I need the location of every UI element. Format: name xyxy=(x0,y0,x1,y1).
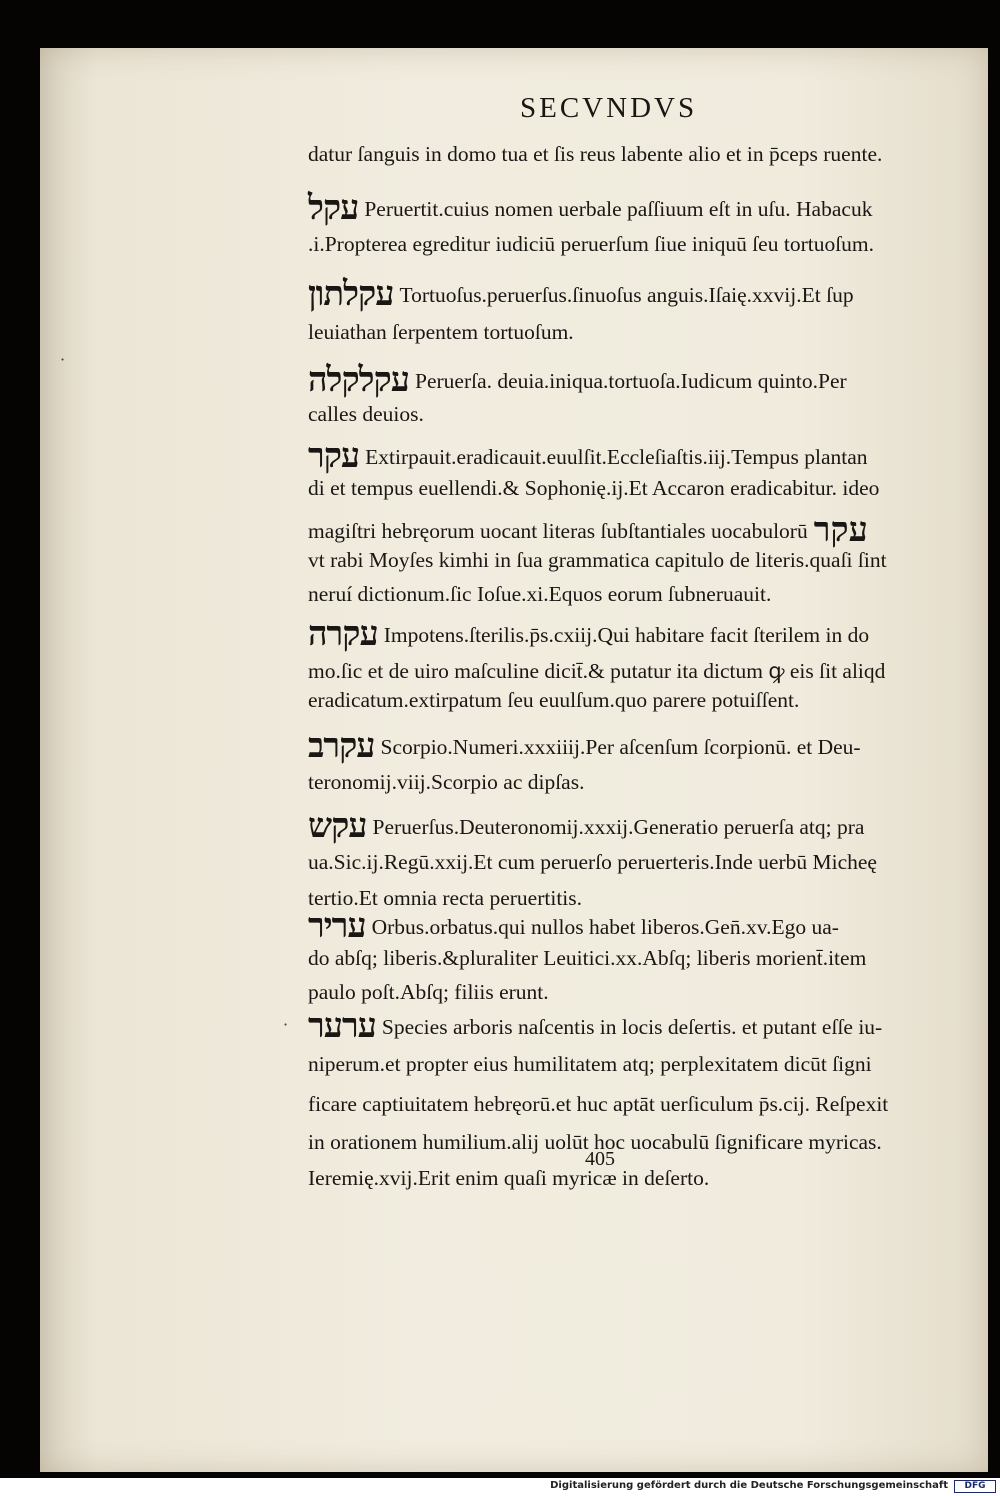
hebrew-headword: עקרה xyxy=(308,614,378,654)
latin-text: eradicatum.extirpatum ſeu euulſum.quo parere potuiſſent. xyxy=(308,688,800,712)
text-line xyxy=(308,510,868,550)
hebrew-inline-word: עקר xyxy=(813,510,868,550)
latin-text: Species arboris naſcentis in locis deſertis. et putant eſſe iu- xyxy=(381,1015,883,1039)
text-line xyxy=(308,476,879,501)
text-line xyxy=(308,980,549,1005)
text-line xyxy=(308,188,872,228)
text-line xyxy=(308,806,864,846)
latin-text: Peruertit.cuius nomen uerbale paſſiuum eſt in uſu. Habacuk xyxy=(364,197,873,221)
latin-text: .i.Propterea egreditur iudiciū peruerſum ſiue iniquū ſeu tortuoſum. xyxy=(308,232,875,256)
text-line xyxy=(308,1006,882,1046)
text-line xyxy=(308,1166,709,1191)
hebrew-headword: עריר xyxy=(308,906,366,946)
folio-number: 405 xyxy=(585,1148,615,1170)
dfg-logo-text: DFG xyxy=(964,1481,986,1491)
latin-text: ua.Sic.ij.Regū.xxij.Et cum peruerſo peruerteris.Inde uerbū Micheę xyxy=(308,850,877,874)
latin-text: leuiathan ſerpentem tortuoſum. xyxy=(308,320,574,344)
hebrew-headword: עקלקלה xyxy=(308,360,409,400)
latin-text: Ieremię.xvij.Erit enim quaſi myricæ in deſerto. xyxy=(308,1166,710,1190)
text-line xyxy=(308,770,584,795)
text-line xyxy=(308,688,799,713)
hebrew-headword: עקלתון xyxy=(308,274,394,314)
latin-text: ficare captiuitatem hebręorū.et huc aptāt uerſiculum p̄s.cij. Reſpexit xyxy=(308,1092,889,1116)
text-line xyxy=(308,906,839,946)
text-line xyxy=(308,402,424,427)
margin-mark: · xyxy=(60,350,66,369)
text-line xyxy=(308,1052,872,1077)
hebrew-headword: עקר xyxy=(308,436,360,476)
text-line xyxy=(308,850,877,875)
margin-mark: · xyxy=(283,1015,289,1034)
latin-text: tertio.Et omnia recta peruertitis. xyxy=(308,886,583,910)
latin-text: niperum.et propter eius humilitatem atq; perplexitatem dicūt ſigni xyxy=(308,1052,872,1076)
latin-text: Scorpio.Numeri.xxxiiij.Per aſcenſum ſcorpionū. et Deu- xyxy=(380,735,861,759)
hebrew-headword: ערער xyxy=(308,1006,376,1046)
text-line xyxy=(308,656,885,685)
latin-text: Extirpauit.eradicauit.euulſit.Eccleſiaſtis.iij.Tempus plantan xyxy=(365,445,868,469)
latin-text: Peruerſus.Deuteronomij.xxxij.Generatio peruerſa atq; pra xyxy=(372,815,865,839)
text-line xyxy=(308,436,868,476)
latin-text: Tortuoſus.peruerſus.ſinuoſus anguis.Iſaię.xxvij.Et ſup xyxy=(399,283,854,307)
text-line xyxy=(308,946,866,971)
latin-text: datur ſanguis in domo tua et ſis reus labente alio et in p̄ceps ruente. xyxy=(308,142,883,166)
latin-text: in orationem humilium.alij uolūt hoc uocabulū ſignificare myricas. xyxy=(308,1130,882,1154)
running-title: SECVNDVS xyxy=(520,92,698,124)
latin-text: paulo poſt.Abſq; filiis erunt. xyxy=(308,980,549,1004)
hebrew-headword: עקש xyxy=(308,806,367,846)
text-line xyxy=(308,232,874,257)
latin-text: magiſtri hebręorum uocant literas ſubſtantiales uocabulorū xyxy=(308,519,808,543)
text-line xyxy=(308,274,854,314)
latin-text: Peruerſa. deuia.iniqua.tortuoſa.Iudicum quinto.Per xyxy=(415,369,847,393)
text-line xyxy=(308,614,869,654)
latin-text: mo.ſic et de uiro maſculine dicit̄.& putatur ita dictum ꝙ eis ſit aliqd xyxy=(308,659,886,683)
latin-text: vt rabi Moyſes kimhi in ſua grammatica capitulo de literis.quaſi ſint xyxy=(308,548,887,572)
latin-text: teronomij.viij.Scorpio ac dipſas. xyxy=(308,770,585,794)
latin-text: di et tempus euellendi.& Sophonię.ij.Et Accaron eradicabitur. ideo xyxy=(308,476,880,500)
latin-text: calles deuios. xyxy=(308,402,424,426)
text-line xyxy=(308,320,574,345)
text-line xyxy=(308,582,771,607)
dfg-logo xyxy=(954,1480,996,1493)
text-line xyxy=(308,726,861,766)
hebrew-headword: עקל xyxy=(308,188,359,228)
text-line xyxy=(308,360,847,400)
text-line xyxy=(308,1092,888,1117)
hebrew-headword: עקרב xyxy=(308,726,375,766)
latin-text: do abſq; liberis.&pluraliter Leuitici.xx.Abſq; liberis morient̄.item xyxy=(308,946,867,970)
latin-text: Orbus.orbatus.qui nullos habet liberos.Gen̄.xv.Ego ua- xyxy=(371,915,839,939)
latin-text: Impotens.ſterilis.p̄s.cxiij.Qui habitare facit ſterilem in do xyxy=(383,623,870,647)
latin-text: neruí dictionum.ſic Ioſue.xi.Equos eorum ſubneruauit. xyxy=(308,582,772,606)
footer-credit: Digitalisierung gefördert durch die Deutsche Forschungsgemeinschaft xyxy=(550,1480,948,1491)
text-line xyxy=(308,548,887,573)
text-line xyxy=(308,142,882,167)
